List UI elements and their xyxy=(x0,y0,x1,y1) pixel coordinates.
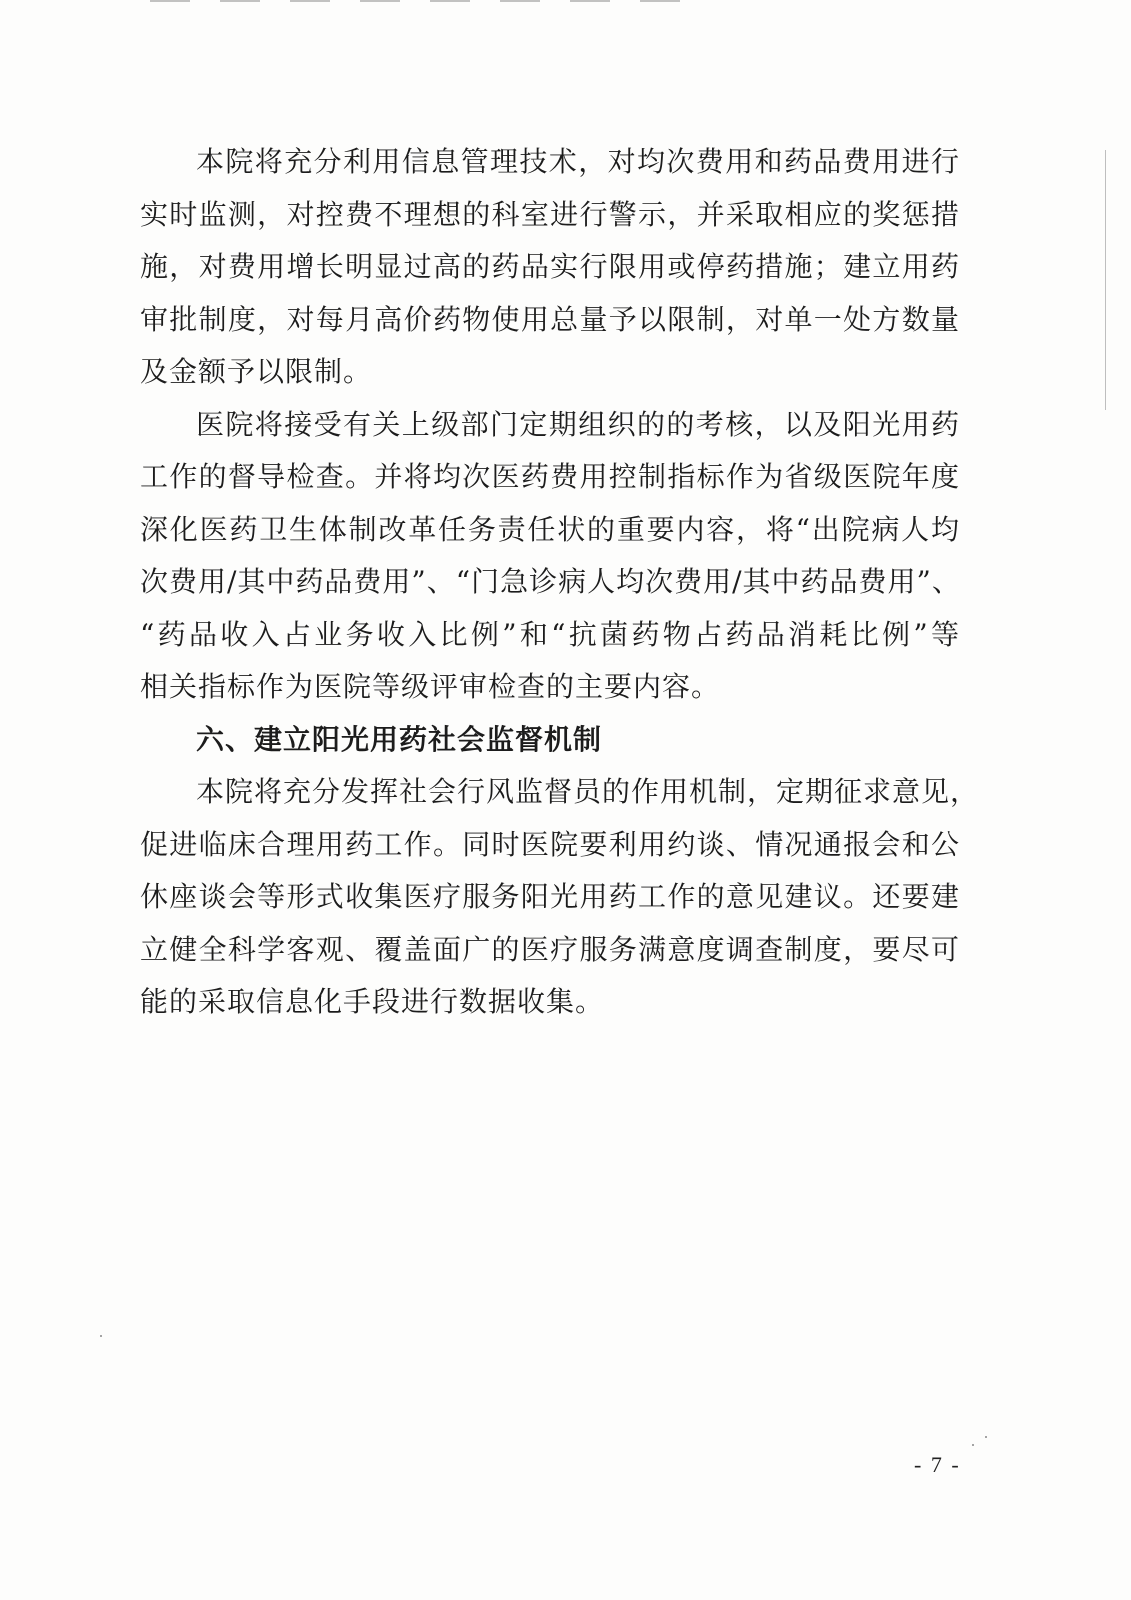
paragraph-2-line-2: 工作的督导检查。并将均次医药费用控制指标作为省级医院年度 xyxy=(140,460,960,493)
paragraph-3-line-3: 休座谈会等形式收集医疗服务阳光用药工作的意见建议。还要建 xyxy=(140,880,960,913)
paragraph-1-line-2: 实时监测，对控费不理想的科室进行警示，并采取相应的奖惩措 xyxy=(140,197,960,231)
scan-speck xyxy=(972,1444,974,1446)
paragraph-2-line-6: 相关指标作为医院等级评审检查的主要内容。 xyxy=(140,670,721,703)
paragraph-3-line-4: 立健全科学客观、覆盖面广的医疗服务满意度调查制度，要尽可 xyxy=(140,932,960,966)
document-body xyxy=(140,136,980,1029)
paragraph-3-line-1: 本院将充分发挥社会行风监督员的作用机制，定期征求意见， xyxy=(196,775,980,808)
paragraph-1-line-4: 审批制度，对每月高价药物使用总量予以限制，对单一处方数量 xyxy=(140,302,960,336)
paragraph-3-line-5: 能的采取信息化手段进行数据收集。 xyxy=(140,985,605,1018)
scan-speck xyxy=(985,1436,987,1438)
paragraph-2-line-1: 医院将接受有关上级部门定期组织的的考核，以及阳光用药 xyxy=(196,407,960,441)
scan-speck xyxy=(100,1335,102,1337)
scan-artifact-edge xyxy=(1105,150,1106,410)
paragraph-2-line-5: “药品收入占业务收入比例”和“抗菌药物占药品消耗比例”等 xyxy=(140,617,960,651)
page-number: - 7 - xyxy=(914,1452,961,1477)
scan-artifact-top xyxy=(150,0,710,2)
section-heading: 六、建立阳光用药社会监督机制 xyxy=(196,722,603,756)
paragraph-2-line-3: 深化医药卫生体制改革任务责任状的重要内容，将“出院病人均 xyxy=(140,512,960,546)
paragraph-3-line-2: 促进临床合理用药工作。同时医院要利用约谈、情况通报会和公 xyxy=(140,827,960,861)
paragraph-1-line-1: 本院将充分利用信息管理技术，对均次费用和药品费用进行 xyxy=(196,145,960,178)
paragraph-2-line-4: 次费用/其中药品费用”、“门急诊病人均次费用/其中药品费用”、 xyxy=(140,565,961,598)
paragraph-1-line-5: 及金额予以限制。 xyxy=(140,355,373,388)
paragraph-1-line-3: 施，对费用增长明显过高的药品实行限用或停药措施；建立用药 xyxy=(140,250,960,283)
